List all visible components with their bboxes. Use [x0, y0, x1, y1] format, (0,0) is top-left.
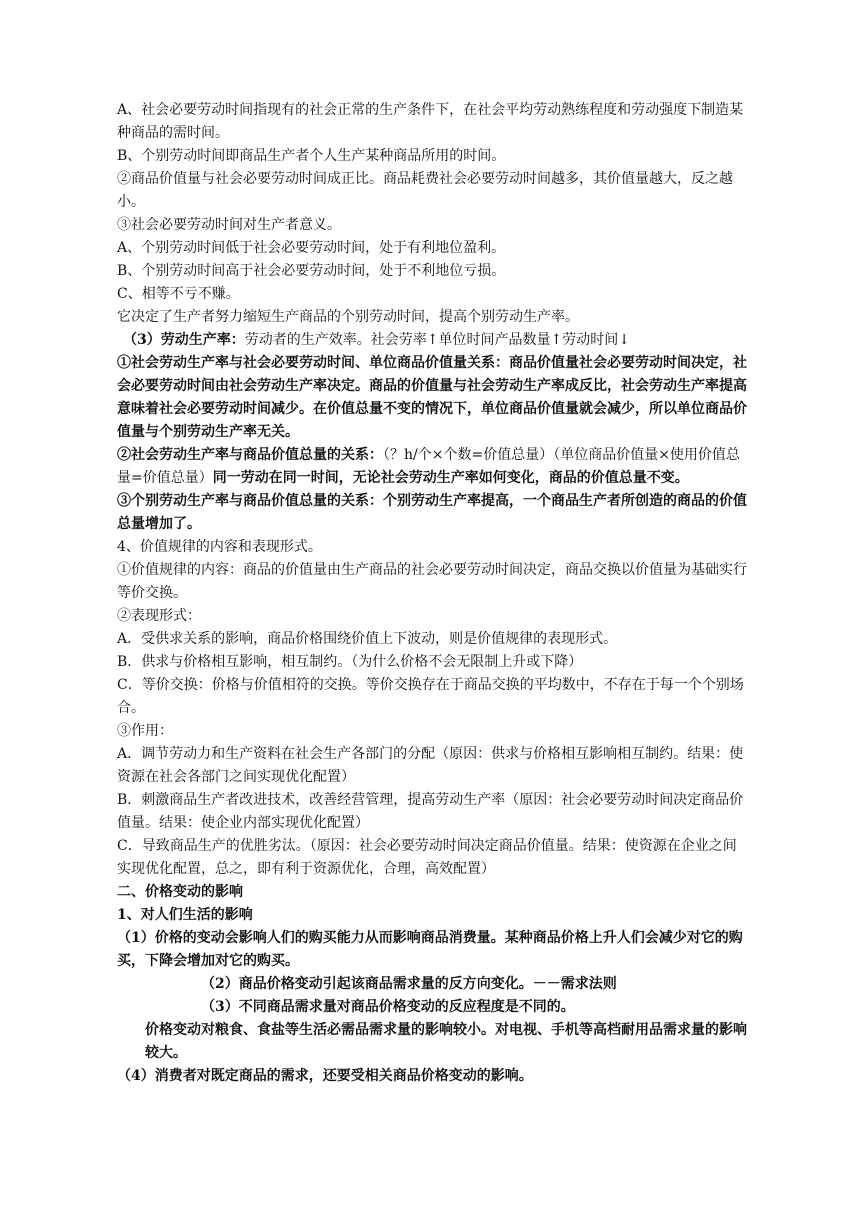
productivity-line: [117, 329, 747, 352]
section-2-item4: （4）消费者对既定商品的需求，还要受相关商品价格变动的影响。: [117, 1068, 533, 1084]
value-law-effect-b: B．刺激商品生产者改进技术，改善经营管理，提高劳动生产率（原因：社会必要劳动时间决定商品价值量。结果：使企业内部实现优化配置）: [117, 792, 744, 831]
bold-paragraph-3: ③个别劳动生产率与商品价值总量的关系：个别劳动生产率提高，一个商品生产者所创造的商品的价值总量增加了。: [117, 493, 747, 532]
para2-head: ②社会劳动生产率与商品价值总量的关系：: [117, 447, 383, 463]
section-2-item3-detail: 价格变动对粮食、食盐等生活必需品需求量的影响较小。对电视、手机等高档耐用品需求量的影响较大。: [145, 1022, 747, 1061]
document-page: [117, 99, 747, 1088]
value-law-form-a: A．受供求关系的影响，商品价格围绕价值上下波动，则是价值规律的表现形式。: [117, 631, 618, 647]
productivity-rest: 劳动者的生产效率。社会劳率↑单位时间产品数量↑劳动时间↓: [244, 332, 630, 348]
value-law-title: 4、价值规律的内容和表现形式。: [117, 539, 322, 555]
line-b-loss: B、个别劳动时间高于社会必要劳动时间，处于不利地位亏损。: [117, 263, 506, 279]
line-conclusion: 它决定了生产者努力缩短生产商品的个别劳动时间，提高个别劳动生产率。: [117, 309, 579, 325]
bold-paragraph-1: ①社会劳动生产率与社会必要劳动时间、单位商品价值量关系：商品价值量社会必要劳动时间决定，社会必要劳动时间由社会劳动生产率决定。商品的价值量与社会劳动生产率成反比，社会劳动生产率提高意味着社会必要劳动时间减少。在价值总量不变的情况下，单位商品价值量就会减少，所以单位商品价值量与个别劳动生产率无关。: [117, 355, 747, 440]
line-value-ratio: ②商品价值量与社会必要劳动时间成正比。商品耗费社会必要劳动时间越多，其价值量越大，反之越小。: [117, 171, 733, 210]
para2-normal: （？h/个×个数=价值总量）（单位商品价值量×使用价值总量=价值总量）: [117, 447, 740, 486]
line-c-equal: C、相等不亏不赚。: [117, 286, 240, 302]
section-2-item1: （1）价格的变动会影响人们的购买能力从而影响商品消费量。某种商品价格上升人们会减少对它的购买，下降会增加对它的购买。: [117, 930, 743, 969]
line-b-definition: B、个别劳动时间即商品生产者个人生产某种商品所用的时间。: [117, 148, 506, 164]
value-law-effects: ③作用：: [117, 723, 173, 739]
value-law-form-c: C．等价交换：价格与价值相符的交换。等价交换存在于商品交换的平均数中，不存在于每一个个别场合。: [117, 677, 744, 716]
value-law-content: ①价值规律的内容：商品的价值量由生产商品的社会必要劳动时间决定，商品交换以价值量为基础实行等价交换。: [117, 562, 747, 601]
line-meaning: ③社会必要劳动时间对生产者意义。: [117, 217, 341, 233]
section-2-sub1: 1、对人们生活的影响: [117, 907, 253, 923]
value-law-form-b: B．供求与价格相互影响，相互制约。（为什么价格不会无限制上升或下降）: [117, 654, 583, 670]
section-2-title: 二、价格变动的影响: [117, 884, 243, 900]
value-law-effect-a: A．调节劳动力和生产资料在社会生产各部门的分配（原因：供求与价格相互影响相互制约。结果：使资源在社会各部门之间实现优化配置）: [117, 746, 744, 785]
section-2-item3: （3）不同商品需求量对商品价格变动的反应程度是不同的。: [201, 999, 575, 1015]
productivity-head: （3）劳动生产率：: [123, 332, 245, 348]
para2-tail: 同一劳动在同一时间，无论社会劳动生产率如何变化，商品的价值总量不变。: [212, 470, 689, 486]
line-a-definition: A、社会必要劳动时间指现有的社会正常的生产条件下，在社会平均劳动熟练程度和劳动强度下制造某种商品的需时间。: [117, 102, 744, 141]
line-a-profit: A、个别劳动时间低于社会必要劳动时间，处于有利地位盈利。: [117, 240, 506, 256]
paragraph-2: [117, 444, 747, 490]
section-2-item2: （2）商品价格变动引起该商品需求量的反方向变化。－－需求法则: [201, 976, 617, 992]
value-law-forms: ②表现形式：: [117, 608, 201, 624]
value-law-effect-c: C．导致商品生产的优胜劣汰。（原因：社会必要劳动时间决定商品价值量。结果：使资源在企业之间实现优化配置，总之，即有利于资源优化，合理，高效配置）: [117, 838, 737, 877]
